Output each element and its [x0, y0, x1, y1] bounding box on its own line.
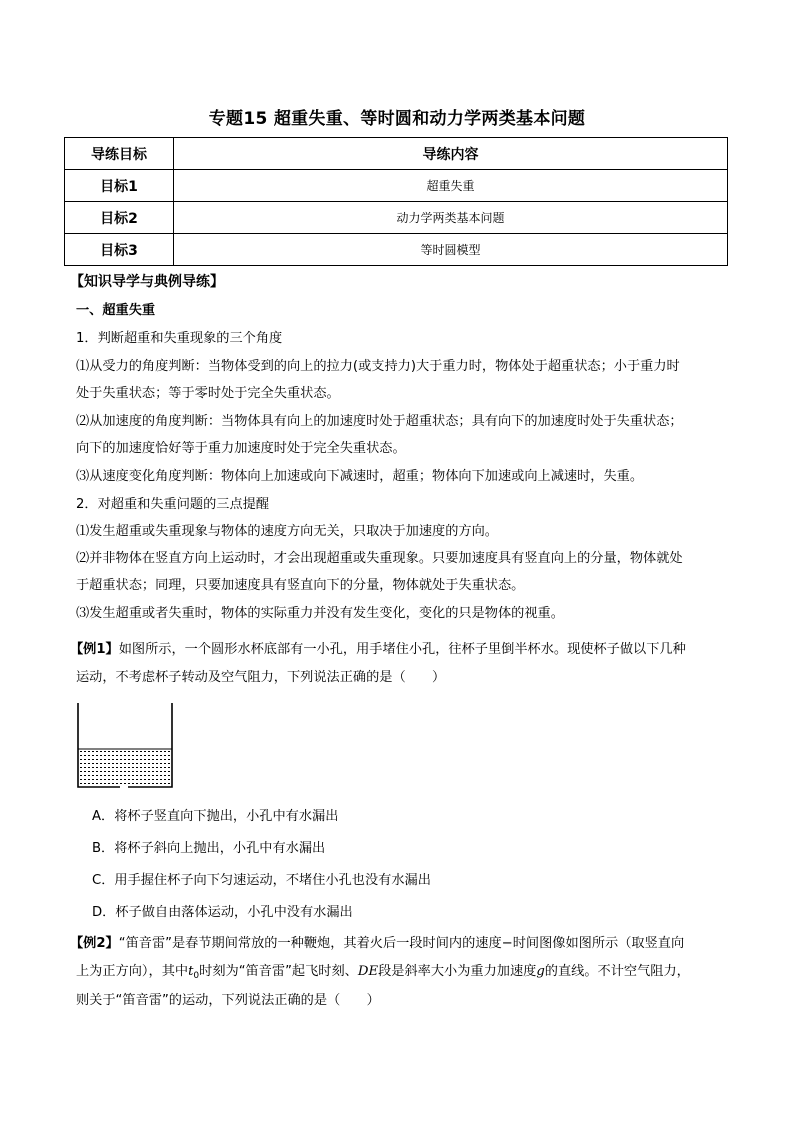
- example-2-line: [76, 963, 690, 985]
- symbol-t-subscript: 0: [193, 971, 200, 981]
- symbol-t: t: [188, 964, 194, 979]
- example-1-line: 运动，不考虑杯子转动及空气阻力，下列说法正确的是（ ）: [76, 670, 446, 685]
- table-cell-content: 动力学两类基本问题: [174, 202, 728, 234]
- goals-table: [64, 137, 728, 266]
- point-title: 1．判断超重和失重现象的三个角度: [76, 331, 283, 346]
- paragraph-line: ⑵从加速度的角度判断：当物体具有向上的加速度时处于超重状态；具有向下的加速度时处于失重状态；: [76, 414, 683, 429]
- table-row: [65, 202, 728, 234]
- table-cell-content: 等时圆模型: [174, 234, 728, 266]
- example-1-text: 如图所示，一个圆形水杯底部有一小孔，用手堵住小孔，往杯子里倒半杯水。现使杯子做以下几种: [118, 642, 686, 657]
- part-title: 一、超重失重: [76, 303, 156, 318]
- page-title: 专题15 超重失重、等时圆和动力学两类基本问题: [208, 109, 586, 129]
- example-2-label: 【例2】: [70, 936, 119, 951]
- table-header-row: [65, 138, 728, 170]
- symbol-de: DE: [357, 964, 379, 979]
- paragraph-line: 处于失重状态；等于零时处于完全失重状态。: [76, 386, 340, 401]
- paragraph-line: ⑴发生超重或失重现象与物体的速度方向无关，只取决于加速度的方向。: [76, 524, 498, 539]
- paragraph-line: ⑴从受力的角度判断：当物体受到的向上的拉力(或支持力)大于重力时，物体处于超重状态；小于重力时: [76, 359, 680, 374]
- table-cell-content: 超重失重: [174, 170, 728, 202]
- option-a: A．将杯子竖直向下抛出，小孔中有水漏出: [92, 809, 339, 824]
- example-2-text: 的直线。不计空气阻力，: [544, 964, 690, 979]
- option-d: D．杯子做自由落体运动，小孔中没有水漏出: [92, 905, 353, 920]
- paragraph-line: 于超重状态；同理，只要加速度具有竖直向下的分量，物体就处于失重状态。: [76, 578, 525, 593]
- example-1-line: [70, 641, 686, 659]
- paragraph-line: 向下的加速度恰好等于重力加速度时处于完全失重状态。: [76, 441, 406, 456]
- option-b: B．将杯子斜向上抛出，小孔中有水漏出: [92, 841, 326, 856]
- section-header: 【知识导学与典例导练】: [70, 274, 224, 290]
- cup-diagram: [76, 703, 176, 789]
- table-header-cell: 导练目标: [65, 138, 174, 170]
- paragraph-line: ⑵并非物体在竖直方向上运动时，才会出现超重或失重现象。只要加速度具有竖直向上的分量，物体就处: [76, 551, 683, 566]
- example-2-line: [70, 935, 684, 953]
- option-c: C．用手握住杯子向下匀速运动，不堵住小孔也没有水漏出: [92, 873, 431, 888]
- example-2-text: 上为正方向），其中: [76, 964, 189, 979]
- example-1-label: 【例1】: [70, 642, 119, 657]
- example-2-text: “笛音雷”是春节期间常放的一种鞭炮，其着火后一段时间内的速度−时间图像如图所示（取竖直向: [118, 936, 685, 951]
- point-title: 2．对超重和失重问题的三点提醒: [76, 497, 270, 512]
- table-header-cell: 导练内容: [174, 138, 728, 170]
- table-cell-goal: 目标1: [65, 170, 174, 202]
- water-fill: [78, 749, 172, 786]
- table-cell-goal: 目标2: [65, 202, 174, 234]
- symbol-g: g: [536, 964, 545, 979]
- example-2-text: 时刻为“笛音雷”起飞时刻、: [199, 964, 358, 979]
- table-cell-goal: 目标3: [65, 234, 174, 266]
- table-row: [65, 170, 728, 202]
- example-2-text: 段是斜率大小为重力加速度: [378, 964, 537, 979]
- table-row: [65, 234, 728, 266]
- paragraph-line: ⑶从速度变化角度判断：物体向上加速或向下减速时，超重；物体向下加速或向上减速时，失重。: [76, 469, 644, 484]
- example-2-line: 则关于“笛音雷”的运动，下列说法正确的是（ ）: [76, 993, 380, 1008]
- paragraph-line: ⑶发生超重或者失重时，物体的实际重力并没有发生变化，变化的只是物体的视重。: [76, 606, 564, 621]
